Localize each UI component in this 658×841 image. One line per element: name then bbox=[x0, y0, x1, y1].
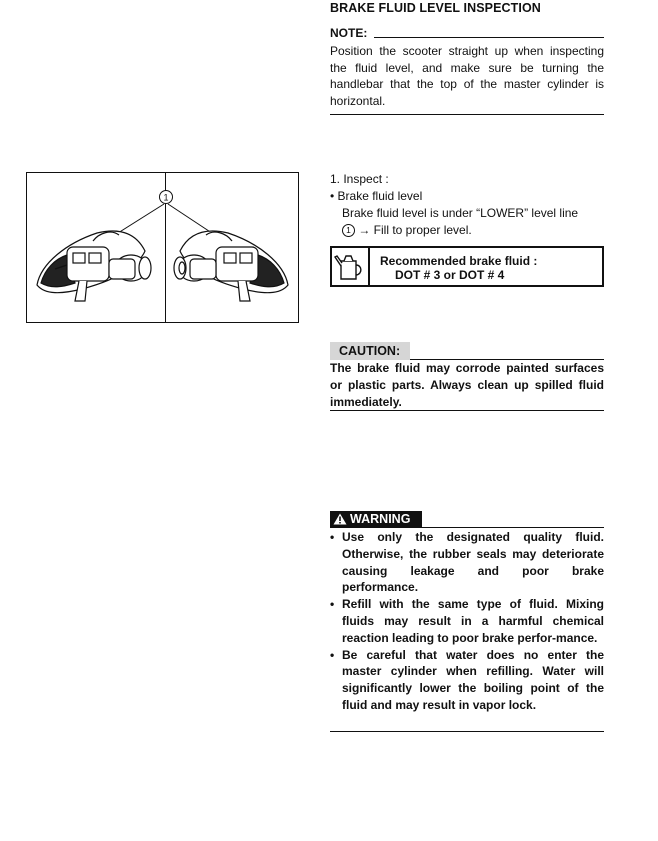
inspect-detail: Brake fluid level is under “LOWER” level line bbox=[342, 206, 579, 220]
warning-list bbox=[330, 529, 604, 714]
handlebar-illustration bbox=[27, 173, 298, 322]
inspect-step: 1. Inspect : bbox=[330, 172, 389, 186]
caution-bottom-rule bbox=[330, 410, 604, 411]
warning-item: • Refill with the same type of fluid. Mixing fluids may result in a harmful chemical reaction leading to poor brake perfor-mance. bbox=[330, 597, 604, 645]
inspect-bullet: • Brake fluid level bbox=[330, 189, 423, 203]
warning-top-rule bbox=[422, 527, 604, 528]
warning-label: WARNING bbox=[350, 512, 411, 526]
note-rule bbox=[374, 37, 604, 38]
inspect-action: → Fill to proper level. bbox=[358, 223, 472, 237]
warning-triangle-icon bbox=[333, 513, 347, 525]
inspect-action-line bbox=[330, 222, 606, 239]
caution-badge: CAUTION: bbox=[330, 342, 410, 360]
note-header bbox=[330, 26, 604, 40]
note-text: Position the scooter straight up when inspecting the fluid level, and make sure be turning the handlebar that the top of the master cylinder is horizontal. bbox=[330, 44, 604, 108]
caution-text: The brake fluid may corrode painted surfaces or plastic parts. Always clean up spilled fluid immediately. bbox=[330, 361, 604, 409]
recommended-fluid-box bbox=[330, 246, 604, 287]
warning-item: • Be careful that water does no enter the master cylinder when refilling. Water will significantly lower the boiling point of the fluid and may result in vapor lock. bbox=[330, 647, 604, 712]
recommended-fluid-value: DOT # 3 or DOT # 4 bbox=[395, 268, 505, 282]
warning-item: • Use only the designated quality fluid. Otherwise, the rubber seals may deteriorate causing leakage and poor brake performance. bbox=[330, 530, 604, 595]
warning-bottom-rule bbox=[330, 731, 604, 732]
inspect-steps bbox=[330, 171, 606, 239]
figure-callout-number: 1 bbox=[163, 192, 169, 203]
brake-reservoir-figure bbox=[26, 172, 299, 323]
callout-ref-badge: 1 bbox=[342, 224, 355, 237]
warning-badge bbox=[330, 511, 422, 528]
oil-can-icon bbox=[332, 248, 370, 285]
recommended-fluid-label: Recommended brake fluid : bbox=[380, 254, 538, 268]
section-title: BRAKE FLUID LEVEL INSPECTION bbox=[330, 1, 541, 15]
note-bottom-rule bbox=[330, 114, 604, 115]
note-label: NOTE: bbox=[330, 26, 370, 40]
